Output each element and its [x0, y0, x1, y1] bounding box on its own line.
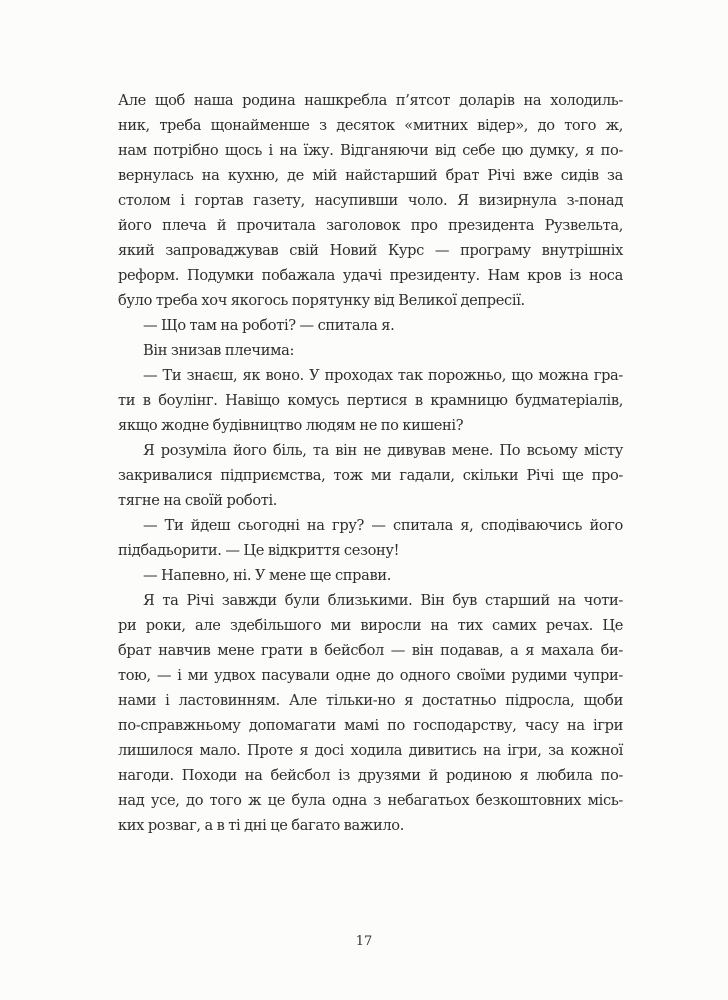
text-line: Але щоб наша родина нашкребла п’ятсот доларів на холодиль- [118, 92, 623, 109]
text-line: — Що там на роботі? — спитала я. [143, 317, 395, 334]
text-line: було треба хоч якогось порятунку від Великої депресії. [118, 292, 525, 309]
text-line: столом і гортав газету, насупивши чоло. Я визирнула з-понад [118, 192, 623, 209]
text-line: Він знизав плечима: [143, 342, 295, 359]
text-line: брат навчив мене грати в бейсбол — він подавав, а я махала би- [118, 642, 623, 659]
text-line: ник, треба щонайменше з десяток «митних відер», до того ж, [118, 117, 623, 134]
text-line: Я та Річі завжди були близькими. Він був старший на чоти- [143, 592, 623, 609]
text-line: закривалися підприємства, тож ми гадали, скільки Річі ще про- [118, 467, 623, 484]
body-text [118, 88, 623, 838]
text-line: реформ. Подумки побажала удачі президенту. Нам кров із носа [118, 267, 623, 284]
text-line: ри роки, але здебільшого ми виросли на тих самих речах. Це [118, 617, 623, 634]
text-line: лишилося мало. Проте я досі ходила дивитись на ігри, за кожної [118, 742, 623, 759]
text-line: — Ти йдеш сьогодні на гру? — спитала я, сподіваючись його [143, 517, 623, 534]
text-line: його плеча й прочитала заголовок про президента Рузвельта, [118, 217, 623, 234]
text-line: тою, — і ми удвох пасували одне до одного своїми рудими чупри- [118, 667, 623, 684]
text-line: підбадьорити. — Це відкриття сезону! [118, 542, 400, 559]
text-line: Я розуміла його біль, та він не дивував мене. По всьому місту [143, 442, 623, 459]
text-line: — Ти знаєш, як воно. У проходах так порожньо, що можна гра- [143, 367, 623, 384]
text-line: нами і ластовинням. Але тільки-но я достатньо підросла, щоби [118, 692, 623, 709]
text-line: ти в боулінг. Навіщо комусь пертися в крамницю будматеріалів, [118, 392, 623, 409]
text-line: якщо жодне будівництво людям не по кишені? [118, 417, 464, 434]
text-line: над усе, до того ж це була одна з небагатьох безкоштовних місь- [118, 792, 623, 809]
text-line: тягне на своїй роботі. [118, 492, 278, 509]
text-line: — Напевно, ні. У мене ще справи. [143, 567, 392, 584]
page-number: 17 [355, 934, 373, 949]
text-line: вернулась на кухню, де мій найстарший брат Річі вже сидів за [118, 167, 623, 184]
text-line: по-справжньому допомагати мамі по господарству, часу на ігри [118, 717, 623, 734]
text-line: нагоди. Походи на бейсбол із друзями й родиною я любила по- [118, 767, 623, 784]
text-line: нам потрібно щось і на їжу. Відганяючи від себе цю думку, я по- [118, 142, 623, 159]
text-line: ких розваг, а в ті дні це багато важило. [118, 817, 404, 834]
text-line: який запроваджував свій Новий Курс — програму внутрішніх [118, 242, 623, 259]
